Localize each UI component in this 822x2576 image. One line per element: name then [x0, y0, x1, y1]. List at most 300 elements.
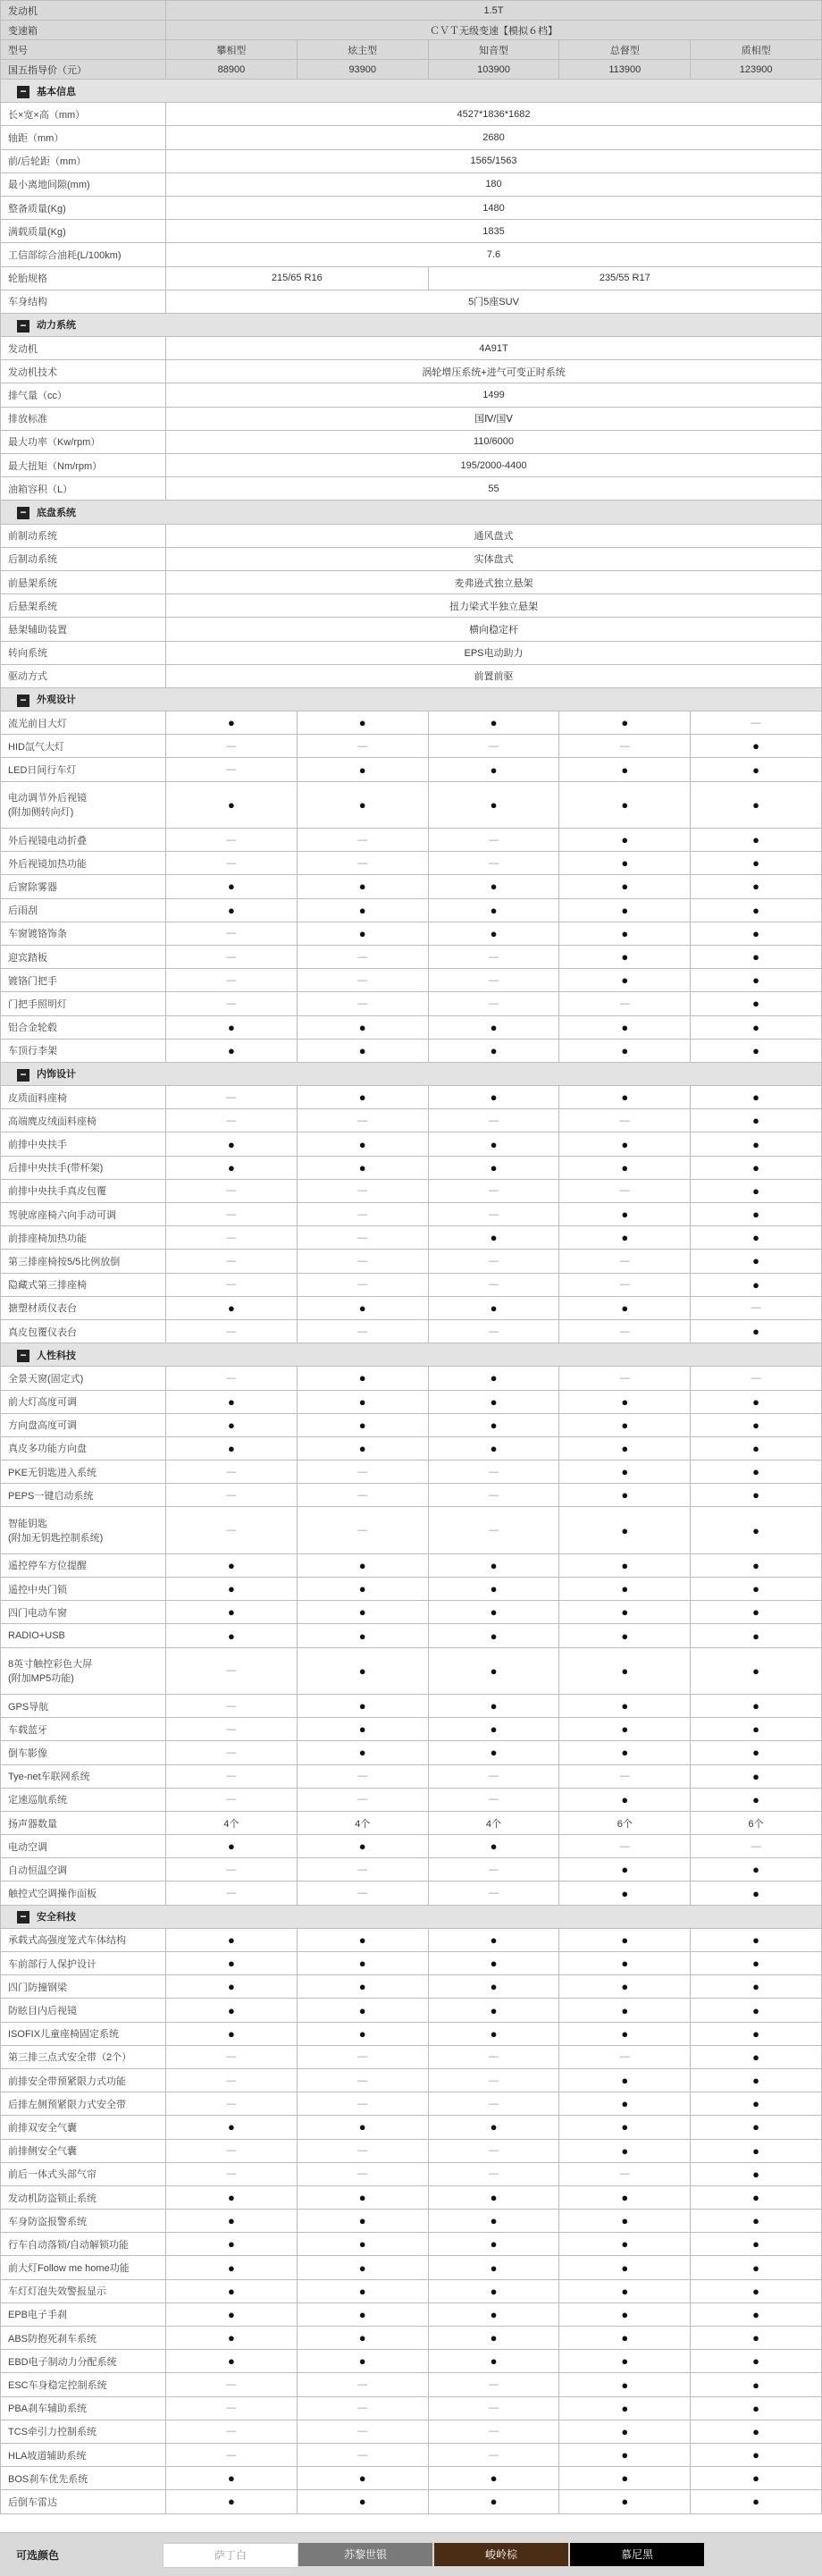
row-label [1, 2045, 166, 2068]
standard-dot: ● [752, 762, 760, 777]
standard-dot: ● [358, 2354, 366, 2369]
standard-dot: ● [621, 797, 629, 812]
collapse-icon: − [17, 1911, 29, 1924]
not-available-dash: — [751, 1302, 761, 1314]
value-cell [166, 735, 298, 758]
value-cell [559, 1975, 691, 1999]
row-label-text: 流光前目大灯 [8, 718, 67, 729]
row-label [1, 1, 166, 21]
value-cell [559, 1461, 691, 1484]
row-label [1, 1086, 166, 1109]
standard-dot: ● [752, 1605, 760, 1620]
value-cell [691, 2467, 822, 2490]
value-cell [166, 2022, 298, 2045]
row-label [1, 1788, 166, 1811]
value-cell [691, 992, 822, 1015]
value-cell [297, 2302, 428, 2326]
standard-dot: ● [752, 1441, 760, 1455]
not-available-dash: — [357, 2403, 368, 2414]
row-label [1, 1461, 166, 1484]
collapse-icon: − [17, 86, 29, 98]
table-row [1, 1436, 822, 1460]
value-cell [691, 40, 822, 60]
standard-dot: ● [621, 2331, 629, 2345]
standard-dot: ● [358, 1418, 366, 1432]
value-cell [297, 2045, 428, 2068]
row-label-text: PKE无钥匙进入系统 [8, 1467, 97, 1478]
standard-dot: ● [490, 1980, 498, 1994]
table-row [1, 2279, 822, 2302]
row-label-text: 前排中央扶手 [8, 1140, 67, 1151]
value-cell [297, 1179, 428, 1202]
value-cell [691, 1203, 822, 1226]
table-row [1, 454, 822, 477]
not-available-dash: — [488, 1888, 499, 1899]
row-label [1, 1296, 166, 1319]
value-cell [691, 2185, 822, 2209]
standard-dot: ● [490, 1605, 498, 1620]
standard-dot: ● [227, 1441, 235, 1455]
row-label [1, 781, 166, 828]
standard-dot: ● [490, 2120, 498, 2134]
value-cell [166, 2185, 298, 2209]
standard-dot: ● [752, 1160, 760, 1174]
value-cell [559, 898, 691, 922]
not-available-dash: — [226, 1232, 237, 1243]
value-cell [428, 2327, 559, 2350]
table-row [1, 641, 822, 664]
standard-dot: ● [358, 1558, 366, 1572]
not-available-dash: — [357, 2145, 368, 2157]
row-label-text: ISOFIX儿童座椅固定系统 [8, 2029, 120, 2041]
value-cell [691, 1436, 822, 1460]
standard-dot: ● [752, 1020, 760, 1034]
value-cell [428, 1015, 559, 1039]
row-label [1, 1601, 166, 1624]
row-label-text: 国五指导价（元） [8, 64, 87, 76]
standard-dot: ● [752, 1137, 760, 1151]
not-available-dash: — [619, 2051, 630, 2063]
row-label-text: 前排中央扶手真皮包覆 [8, 1186, 106, 1198]
value-cell [297, 992, 428, 1015]
standard-dot: ● [752, 1957, 760, 1971]
value-cell [428, 1319, 559, 1343]
value-cell [428, 1273, 559, 1296]
standard-dot: ● [752, 2214, 760, 2228]
row-label-text: 遥控停车方位提醒 [8, 1561, 87, 1572]
value-cell [166, 1811, 298, 1834]
standard-dot: ● [358, 1371, 366, 1385]
value-cell [559, 1578, 691, 1601]
row-label [1, 2350, 166, 2373]
not-available-dash: — [619, 1372, 630, 1384]
standard-dot: ● [621, 2471, 629, 2486]
value-cell [428, 922, 559, 945]
value-cell [297, 2256, 428, 2279]
standard-dot: ● [752, 1325, 760, 1339]
value-cell [297, 1413, 428, 1436]
value-cell [559, 40, 691, 60]
row-label [1, 1015, 166, 1039]
standard-dot: ● [490, 1371, 498, 1385]
value-cell [691, 969, 822, 992]
not-available-dash: — [488, 1864, 499, 1875]
standard-dot: ● [490, 2471, 498, 2486]
value-cell [428, 2068, 559, 2092]
standard-dot: ● [752, 1231, 760, 1245]
table-row [1, 1413, 822, 1436]
standard-dot: ● [227, 903, 235, 917]
not-available-dash: — [488, 974, 499, 986]
standard-dot: ● [227, 1582, 235, 1596]
not-available-dash: — [226, 857, 237, 869]
table-row [1, 2139, 822, 2162]
row-label-text: 搪塑材质仪表台 [8, 1303, 77, 1315]
standard-dot: ● [752, 1418, 760, 1432]
value-cell [559, 1413, 691, 1436]
not-available-dash: — [357, 2098, 368, 2109]
merged-value: 1835 [166, 220, 822, 243]
value-cell [691, 1858, 822, 1881]
not-available-dash: — [226, 2168, 237, 2180]
value-cell [297, 1436, 428, 1460]
standard-dot: ● [752, 2495, 760, 2509]
value-cell [559, 1273, 691, 1296]
not-available-dash: — [488, 1185, 499, 1197]
row-label [1, 2233, 166, 2256]
value-cell [559, 875, 691, 898]
value-cell [166, 2443, 298, 2466]
standard-dot: ● [621, 1582, 629, 1596]
not-available-dash: — [357, 1794, 368, 1806]
standard-dot: ● [621, 1957, 629, 1971]
not-available-dash: — [488, 2098, 499, 2109]
table-row [1, 875, 822, 898]
standard-dot: ● [621, 2003, 629, 2017]
row-label [1, 1132, 166, 1156]
standard-dot: ● [227, 2354, 235, 2369]
standard-dot: ● [358, 903, 366, 917]
value-cell [691, 875, 822, 898]
value-cell [297, 1319, 428, 1343]
standard-dot: ● [490, 1582, 498, 1596]
value-cell [297, 1741, 428, 1764]
row-label-text: 整备质量(Kg) [8, 203, 66, 215]
value-cell [559, 1601, 691, 1624]
standard-dot: ● [752, 739, 760, 753]
value-cell [297, 1507, 428, 1553]
table-row [1, 407, 822, 430]
row-label [1, 2022, 166, 2045]
row-label [1, 383, 166, 407]
value-cell [297, 969, 428, 992]
row-label [1, 2490, 166, 2513]
value-cell [297, 1788, 428, 1811]
color-swatch: 慕尼黑 [570, 2543, 704, 2566]
row-label-text: 铝合金轮毂 [8, 1023, 57, 1034]
section-title: 底盘系统 [37, 507, 76, 518]
row-label-text: 驾驶席座椅六向手动可调 [8, 1209, 116, 1221]
row-label-text: 排放标准 [8, 414, 47, 425]
standard-dot: ● [621, 762, 629, 777]
row-label-text: 前悬架系统 [8, 577, 57, 589]
not-available-dash: — [488, 1279, 499, 1291]
row-label [1, 1858, 166, 1881]
not-available-dash: — [488, 2403, 499, 2414]
standard-dot: ● [227, 2260, 235, 2275]
not-available-dash: — [226, 1747, 237, 1758]
row-label-text: 后排左侧预紧限力式安全带 [8, 2099, 126, 2110]
row-label [1, 1975, 166, 1999]
table-row [1, 103, 822, 126]
row-label-text: GPS导航 [8, 1701, 49, 1713]
value-cell [691, 1132, 822, 1156]
value-cell [691, 2279, 822, 2302]
row-label [1, 1741, 166, 1764]
standard-dot: ● [752, 1582, 760, 1596]
standard-dot: ● [752, 1558, 760, 1572]
value-cell [559, 2045, 691, 2068]
standard-dot: ● [227, 2495, 235, 2509]
value-cell [691, 60, 822, 80]
standard-dot: ● [752, 2260, 760, 2275]
value-cell [297, 1928, 428, 1951]
value-cell [428, 1999, 559, 2022]
row-label [1, 2467, 166, 2490]
not-available-dash: — [357, 740, 368, 752]
value-cell [297, 1858, 428, 1881]
standard-dot: ● [358, 1160, 366, 1174]
value-cell [691, 1413, 822, 1436]
value-cell [297, 1647, 428, 1694]
row-label-text: 镀铬门把手 [8, 975, 57, 987]
standard-dot: ● [227, 1932, 235, 1947]
standard-dot: ● [621, 1418, 629, 1432]
row-label-text: 第三排座椅按5/5比例放倒 [8, 1256, 121, 1267]
value-cell [428, 2467, 559, 2490]
row-label-text: ESC车身稳定控制系统 [8, 2380, 107, 2392]
cell-text: 113900 [608, 63, 642, 75]
table-row [1, 922, 822, 945]
not-available-dash: — [488, 834, 499, 846]
standard-dot: ● [358, 1582, 366, 1596]
value-cell [428, 1741, 559, 1764]
standard-dot: ● [358, 1020, 366, 1034]
table-row [1, 547, 822, 570]
value-cell [297, 1624, 428, 1647]
value-cell [428, 1624, 559, 1647]
merged-value: 麦弗逊式独立悬架 [166, 570, 822, 593]
standard-dot: ● [621, 1301, 629, 1315]
value-cell [297, 781, 428, 828]
value-cell [166, 969, 298, 992]
value-cell [428, 1296, 559, 1319]
row-label [1, 360, 166, 383]
value-cell [691, 1881, 822, 1905]
value-cell [297, 1999, 428, 2022]
value-cell [691, 1624, 822, 1647]
value-cell [559, 829, 691, 852]
value-cell [166, 1250, 298, 1273]
value-cell [166, 2302, 298, 2326]
standard-dot: ● [752, 2331, 760, 2345]
value-cell [166, 758, 298, 781]
value-cell [166, 781, 298, 828]
section-title-cell [1, 1343, 822, 1367]
table-row [1, 1156, 822, 1179]
table-row [1, 1367, 822, 1390]
value-cell [691, 2068, 822, 2092]
standard-dot: ● [621, 926, 629, 940]
standard-dot: ● [621, 1863, 629, 1877]
value-cell [428, 1413, 559, 1436]
value-cell [559, 1390, 691, 1413]
value-cell [691, 2139, 822, 2162]
value-cell [428, 945, 559, 968]
value-cell [166, 1296, 298, 1319]
value-cell [691, 1226, 822, 1250]
row-label-text: 型号 [8, 45, 28, 56]
merged-value: 1499 [166, 383, 822, 407]
value-cell [166, 1109, 298, 1132]
value-cell [166, 898, 298, 922]
row-label [1, 2162, 166, 2185]
value-cell [428, 852, 559, 875]
value-cell [559, 1952, 691, 1975]
cell-text: 知音型 [478, 45, 508, 56]
section-title: 内饰设计 [37, 1069, 76, 1081]
standard-dot: ● [358, 2237, 366, 2252]
row-label [1, 1203, 166, 1226]
standard-dot: ● [752, 2237, 760, 2252]
row-label [1, 1624, 166, 1647]
row-label [1, 1250, 166, 1273]
merged-value: 1.5T [166, 1, 822, 21]
standard-dot: ● [621, 2143, 629, 2158]
row-label [1, 898, 166, 922]
standard-dot: ● [621, 2074, 629, 2088]
value-cell [559, 1367, 691, 1390]
value-cell [297, 1273, 428, 1296]
value-cell [428, 1156, 559, 1179]
color-swatch: 峻岭棕 [434, 2543, 568, 2566]
value-cell [691, 1179, 822, 1202]
table-row [1, 2022, 822, 2045]
row-label-text: 车灯灯泡失效警报显示 [8, 2286, 106, 2298]
value-cell [166, 1835, 298, 1858]
row-label [1, 477, 166, 501]
value-cell [166, 1788, 298, 1811]
standard-dot: ● [490, 1043, 498, 1057]
standard-dot: ● [752, 2191, 760, 2205]
not-available-dash: — [226, 1326, 237, 1337]
row-label-text: 前大灯高度可调 [8, 1397, 77, 1409]
value-cell [297, 758, 428, 781]
standard-dot: ● [752, 1792, 760, 1806]
value-cell [166, 1578, 298, 1601]
not-available-dash: — [357, 1888, 368, 1899]
value-cell [559, 2443, 691, 2466]
row-label [1, 1578, 166, 1601]
value-cell [428, 2185, 559, 2209]
value-cell [559, 2420, 691, 2443]
standard-dot: ● [621, 903, 629, 917]
value-cell [691, 1764, 822, 1788]
table-row [1, 992, 822, 1015]
standard-dot: ● [358, 1629, 366, 1643]
value-cell [166, 1624, 298, 1647]
value-cell [559, 2022, 691, 2045]
not-available-dash: — [488, 1255, 499, 1267]
standard-dot: ● [490, 1839, 498, 1854]
not-available-dash: — [226, 1255, 237, 1267]
value-cell [691, 2420, 822, 2443]
standard-dot: ● [490, 1090, 498, 1105]
standard-dot: ● [490, 2284, 498, 2298]
standard-dot: ● [621, 2260, 629, 2275]
standard-dot: ● [227, 716, 235, 730]
row-label [1, 1647, 166, 1694]
standard-dot: ● [752, 1980, 760, 1994]
standard-dot: ● [358, 1663, 366, 1678]
value-cell [691, 2116, 822, 2139]
standard-dot: ● [752, 1488, 760, 1503]
row-label-text: 最小离地间隙(mm) [8, 180, 90, 191]
row-label [1, 126, 166, 149]
value-cell [297, 2068, 428, 2092]
row-label [1, 1694, 166, 1717]
not-available-dash: — [357, 1771, 368, 1782]
standard-dot: ● [752, 1886, 760, 1900]
row-label-text: 承载式高强度笼式车体结构 [8, 1935, 126, 1947]
not-available-dash: — [357, 1326, 368, 1337]
cell-text: 总督型 [609, 45, 640, 56]
row-label-text: HLA坡道辅助系统 [8, 2450, 87, 2462]
standard-dot: ● [358, 926, 366, 940]
standard-dot: ● [227, 1043, 235, 1057]
standard-dot: ● [752, 1629, 760, 1643]
value-cell [428, 1764, 559, 1788]
merged-value: 1565/1563 [166, 149, 822, 173]
not-available-dash: — [619, 1840, 630, 1852]
table-row [1, 735, 822, 758]
value-cell [297, 1811, 428, 1834]
row-label-text: 第三排三点式安全带（2个） [8, 2052, 132, 2064]
value-cell [428, 1507, 559, 1553]
standard-dot: ● [358, 2026, 366, 2041]
row-label [1, 2420, 166, 2443]
row-label-text: PEPS一键启动系统 [8, 1490, 94, 1502]
value-cell [428, 1250, 559, 1273]
table-row [1, 945, 822, 968]
standard-dot: ● [358, 2003, 366, 2017]
standard-dot: ● [621, 2191, 629, 2205]
value-cell [428, 1367, 559, 1390]
row-label [1, 711, 166, 735]
table-row [1, 290, 822, 313]
not-available-dash: — [226, 1864, 237, 1875]
standard-dot: ● [752, 1208, 760, 1222]
table-row [1, 2256, 822, 2279]
value-cell [559, 1928, 691, 1951]
table-row [1, 2302, 822, 2326]
table-row [1, 337, 822, 360]
value-cell [691, 1273, 822, 1296]
table-row [1, 383, 822, 407]
not-available-dash: — [488, 1771, 499, 1782]
table-row [1, 1858, 822, 1881]
table-row [1, 2420, 822, 2443]
